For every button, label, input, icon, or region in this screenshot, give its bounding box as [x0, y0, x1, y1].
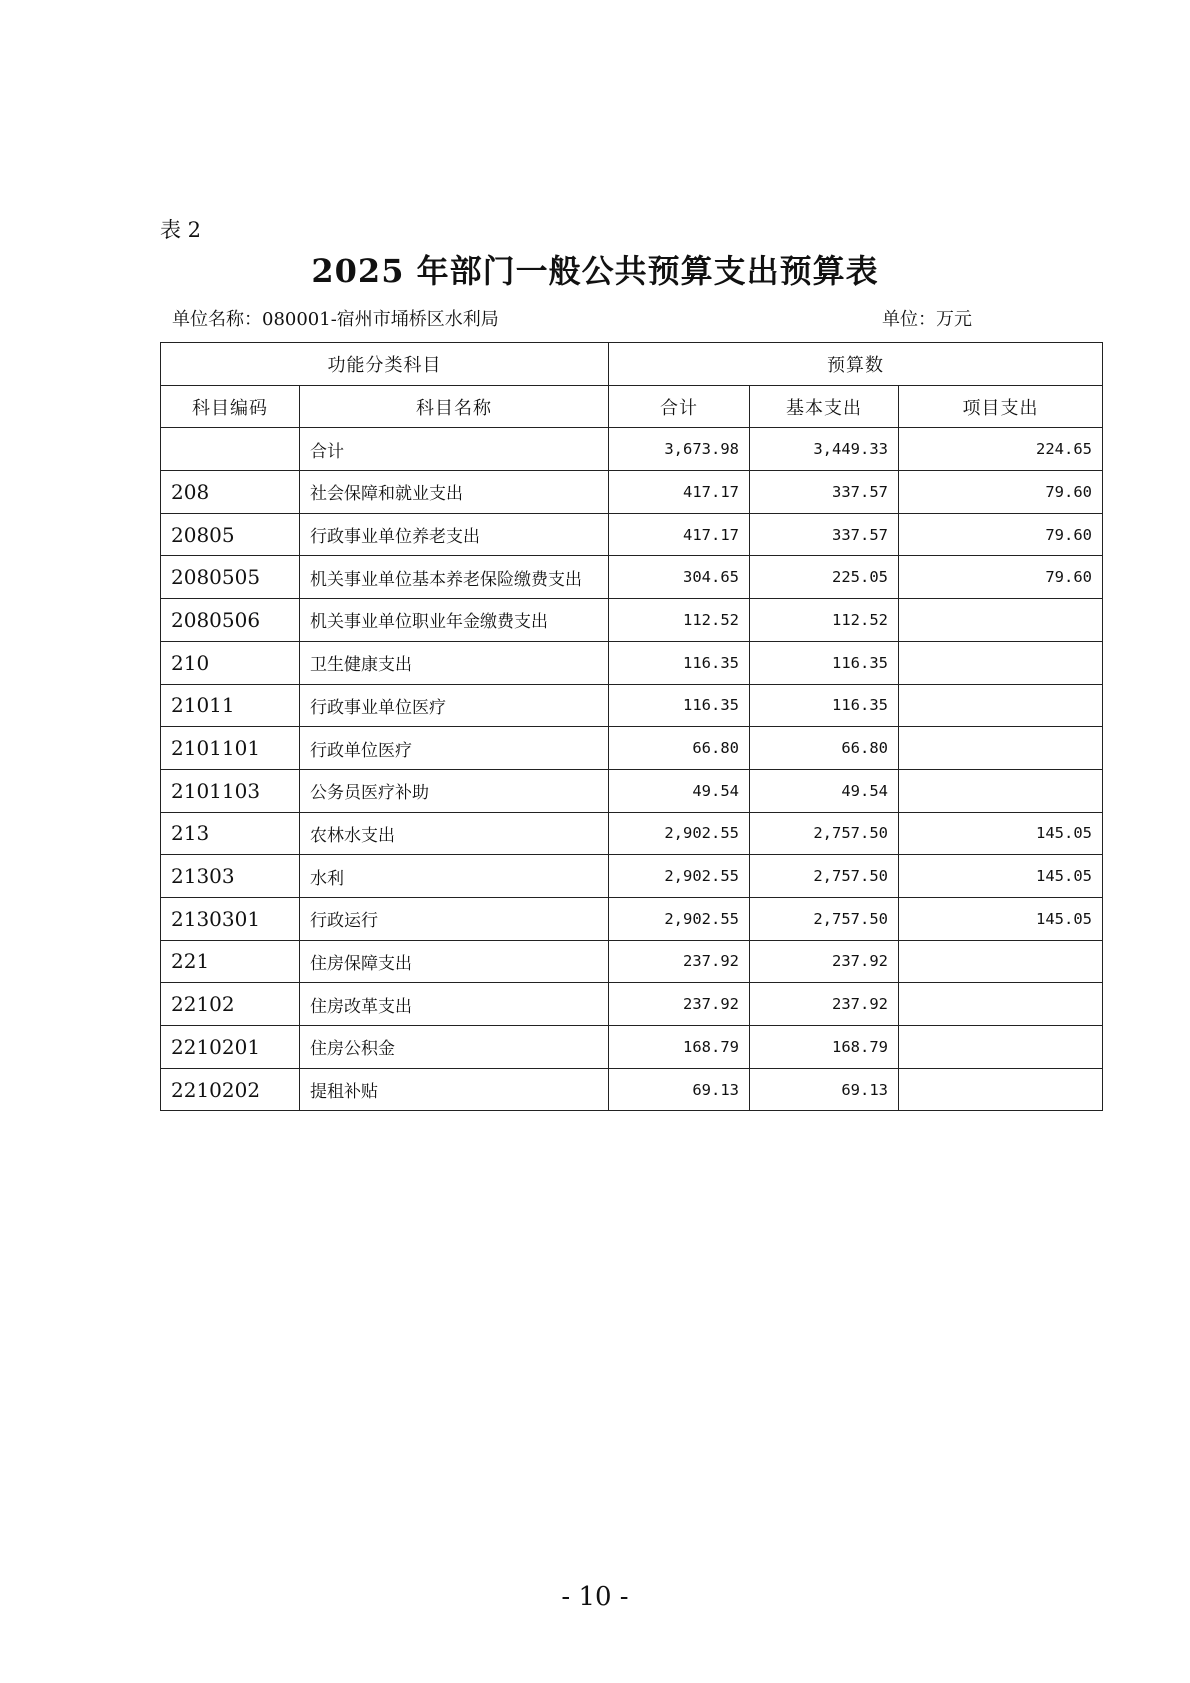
- cell-name: 住房改革支出: [300, 983, 609, 1026]
- column-header-total: 合计: [609, 385, 750, 428]
- table-row: [161, 727, 1103, 770]
- cell-total: 2,902.55: [609, 812, 750, 855]
- table-row: [161, 1026, 1103, 1069]
- cell-basic: 3,449.33: [750, 428, 899, 471]
- cell-project: 224.65: [899, 428, 1103, 471]
- column-header-code: 科目编码: [161, 385, 300, 428]
- cell-total: 237.92: [609, 983, 750, 1026]
- table-row: [161, 428, 1103, 471]
- cell-project: 79.60: [899, 513, 1103, 556]
- column-header-row: [161, 385, 1103, 428]
- cell-project: [899, 1026, 1103, 1069]
- unit-name-label: 单位名称：080001-宿州市埇桥区水利局: [172, 309, 499, 330]
- cell-total: 417.17: [609, 471, 750, 514]
- cell-project: [899, 684, 1103, 727]
- page-title: 2025 年部门一般公共预算支出预算表: [311, 252, 879, 290]
- cell-basic: 337.57: [750, 513, 899, 556]
- cell-total: 2,902.55: [609, 897, 750, 940]
- cell-code: 2101103: [161, 769, 300, 812]
- cell-name: 提租补贴: [300, 1068, 609, 1111]
- column-header-basic: 基本支出: [750, 385, 899, 428]
- table-number: 表 2: [160, 218, 202, 242]
- cell-name: 行政运行: [300, 897, 609, 940]
- group-header-row: [161, 343, 1103, 386]
- cell-code: 221: [161, 940, 300, 983]
- cell-total: 168.79: [609, 1026, 750, 1069]
- column-header-name: 科目名称: [300, 385, 609, 428]
- cell-code: 2210201: [161, 1026, 300, 1069]
- cell-total: 49.54: [609, 769, 750, 812]
- cell-basic: 2,757.50: [750, 855, 899, 898]
- cell-name: 住房保障支出: [300, 940, 609, 983]
- cell-basic: 49.54: [750, 769, 899, 812]
- cell-project: 145.05: [899, 897, 1103, 940]
- page-number: - 10 -: [561, 1582, 629, 1612]
- cell-project: 145.05: [899, 855, 1103, 898]
- cell-code: 21011: [161, 684, 300, 727]
- cell-code: 20805: [161, 513, 300, 556]
- cell-total: 116.35: [609, 684, 750, 727]
- cell-total: 304.65: [609, 556, 750, 599]
- cell-name: 合计: [300, 428, 609, 471]
- table-body: [161, 428, 1103, 1111]
- cell-basic: 168.79: [750, 1026, 899, 1069]
- cell-code: 21303: [161, 855, 300, 898]
- cell-project: [899, 599, 1103, 642]
- cell-code: 2210202: [161, 1068, 300, 1111]
- cell-code: 213: [161, 812, 300, 855]
- cell-code: 2130301: [161, 897, 300, 940]
- category-group-header: 功能分类科目: [161, 343, 609, 386]
- cell-total: 3,673.98: [609, 428, 750, 471]
- cell-code: 2080506: [161, 599, 300, 642]
- table-row: [161, 513, 1103, 556]
- cell-basic: 2,757.50: [750, 812, 899, 855]
- table-row: [161, 556, 1103, 599]
- cell-basic: 2,757.50: [750, 897, 899, 940]
- cell-code: 2080505: [161, 556, 300, 599]
- budget-table: [160, 342, 1103, 1111]
- cell-code: 208: [161, 471, 300, 514]
- cell-basic: 112.52: [750, 599, 899, 642]
- cell-basic: 237.92: [750, 940, 899, 983]
- cell-total: 116.35: [609, 641, 750, 684]
- cell-total: 417.17: [609, 513, 750, 556]
- table-row: [161, 471, 1103, 514]
- cell-total: 112.52: [609, 599, 750, 642]
- cell-basic: 225.05: [750, 556, 899, 599]
- table-row: [161, 983, 1103, 1026]
- cell-name: 公务员医疗补助: [300, 769, 609, 812]
- cell-basic: 116.35: [750, 641, 899, 684]
- unit-label: 单位：万元: [882, 309, 972, 330]
- cell-name: 水利: [300, 855, 609, 898]
- cell-basic: 237.92: [750, 983, 899, 1026]
- cell-code: 22102: [161, 983, 300, 1026]
- cell-name: 行政单位医疗: [300, 727, 609, 770]
- cell-code: [161, 428, 300, 471]
- cell-name: 住房公积金: [300, 1026, 609, 1069]
- cell-basic: 337.57: [750, 471, 899, 514]
- table-row: [161, 1068, 1103, 1111]
- cell-project: [899, 1068, 1103, 1111]
- table-row: [161, 897, 1103, 940]
- cell-project: 79.60: [899, 471, 1103, 514]
- cell-code: 210: [161, 641, 300, 684]
- cell-project: 145.05: [899, 812, 1103, 855]
- budget-group-header: 预算数: [609, 343, 1103, 386]
- cell-total: 66.80: [609, 727, 750, 770]
- cell-project: [899, 727, 1103, 770]
- cell-name: 机关事业单位基本养老保险缴费支出: [300, 556, 609, 599]
- column-header-project: 项目支出: [899, 385, 1103, 428]
- cell-name: 卫生健康支出: [300, 641, 609, 684]
- cell-code: 2101101: [161, 727, 300, 770]
- table-row: [161, 684, 1103, 727]
- cell-project: 79.60: [899, 556, 1103, 599]
- cell-total: 69.13: [609, 1068, 750, 1111]
- cell-total: 237.92: [609, 940, 750, 983]
- cell-total: 2,902.55: [609, 855, 750, 898]
- cell-project: [899, 940, 1103, 983]
- cell-basic: 116.35: [750, 684, 899, 727]
- table-row: [161, 812, 1103, 855]
- cell-name: 行政事业单位养老支出: [300, 513, 609, 556]
- table-row: [161, 641, 1103, 684]
- table-row: [161, 769, 1103, 812]
- table-row: [161, 940, 1103, 983]
- cell-name: 机关事业单位职业年金缴费支出: [300, 599, 609, 642]
- cell-basic: 66.80: [750, 727, 899, 770]
- cell-project: [899, 641, 1103, 684]
- cell-name: 行政事业单位医疗: [300, 684, 609, 727]
- cell-project: [899, 983, 1103, 1026]
- table-row: [161, 599, 1103, 642]
- table-row: [161, 855, 1103, 898]
- cell-basic: 69.13: [750, 1068, 899, 1111]
- cell-name: 社会保障和就业支出: [300, 471, 609, 514]
- cell-name: 农林水支出: [300, 812, 609, 855]
- cell-project: [899, 769, 1103, 812]
